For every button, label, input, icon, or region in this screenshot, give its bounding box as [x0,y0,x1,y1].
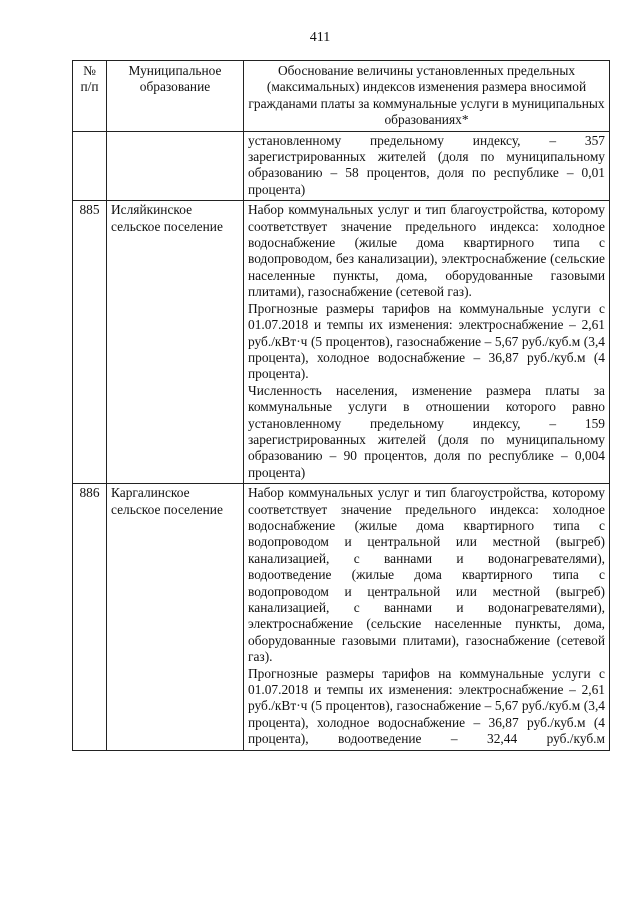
header-municipality: Муниципальное образование [107,61,244,132]
cell-justification [244,131,610,201]
cell-num: 885 [73,201,107,484]
paragraph-tariffs: Прогнозные размеры тарифов на коммунальные услуги с 01.07.2018 и темпы их изменения: электроснабжение – 2,61 руб./кВт·ч (5 процентов), газоснабжение – 5,67 руб./куб.м (3,4 процента), холодное водоснабжение – 36,87 руб./куб.м (4 процента). [248,300,605,382]
table-header-row [73,61,610,132]
tariff-table [72,60,610,751]
table-row-continuation [73,131,610,201]
table-row [73,201,610,484]
cell-justification [244,201,610,484]
cell-municipality [107,131,244,201]
paragraph-tariffs: Прогнозные размеры тарифов на коммунальные услуги с 01.07.2018 и темпы их изменения: электроснабжение – 2,61 руб./кВт·ч (5 процентов), газоснабжение – 5,67 руб./куб.м (3,4 процента), холодное водоснабжение – 36,87 руб./куб.м (4 процента), водоотведение – 32,44 руб./куб.м [248,665,605,747]
cell-justification [244,484,610,751]
paragraph-services: Набор коммунальных услуг и тип благоустройства, которому соответствует значение предельного индекса: холодное водоснабжение (жилые дома квартирного типа с водопроводом, без канализации), электроснабжение (сельские населенные пункты, дома, оборудованные газовыми плитами), газоснабжение (сетевой газ). [248,202,605,300]
cell-municipality: Исляйкинское сельское поселение [107,201,244,484]
cell-num: 886 [73,484,107,751]
cell-municipality: Каргалинское сельское поселение [107,484,244,751]
cell-num [73,131,107,201]
paragraph-services: Набор коммунальных услуг и тип благоустройства, которому соответствует значение предельного индекса: холодное водоснабжение (жилые дома квартирного типа с водопроводом и центральной или местной (выгреб) канализацией, с ваннами и водонагревателями), водоотведение (жилые дома квартирного типа с водопроводом и центральной или местной (выгреб) канализацией, с ваннами и водонагревателями), электроснабжение (сельские населенные пункты, дома, оборудованные газовыми плитами), газоснабжение (сетевой газ). [248,485,605,665]
paragraph-population: Численность населения, изменение размера платы за коммунальные услуги в отношении которого равно установленному предельному индексу, – 159 зарегистрированных жителей (доля по муниципальному образованию – 90 процентов, доля по республике – 0,004 процента) [248,382,605,480]
header-justification: Обоснование величины установленных предельных (максимальных) индексов изменения размера вносимой гражданами платы за коммунальные услуги в муниципальных образованиях* [244,61,610,132]
continuation-text: установленному предельному индексу, – 357 зарегистрированных жителей (доля по муниципальному образованию – 58 процентов, доля по республике – 0,01 процента) [248,132,605,197]
header-num: № п/п [73,61,107,132]
table-row [73,484,610,751]
page-number: 411 [309,30,331,45]
